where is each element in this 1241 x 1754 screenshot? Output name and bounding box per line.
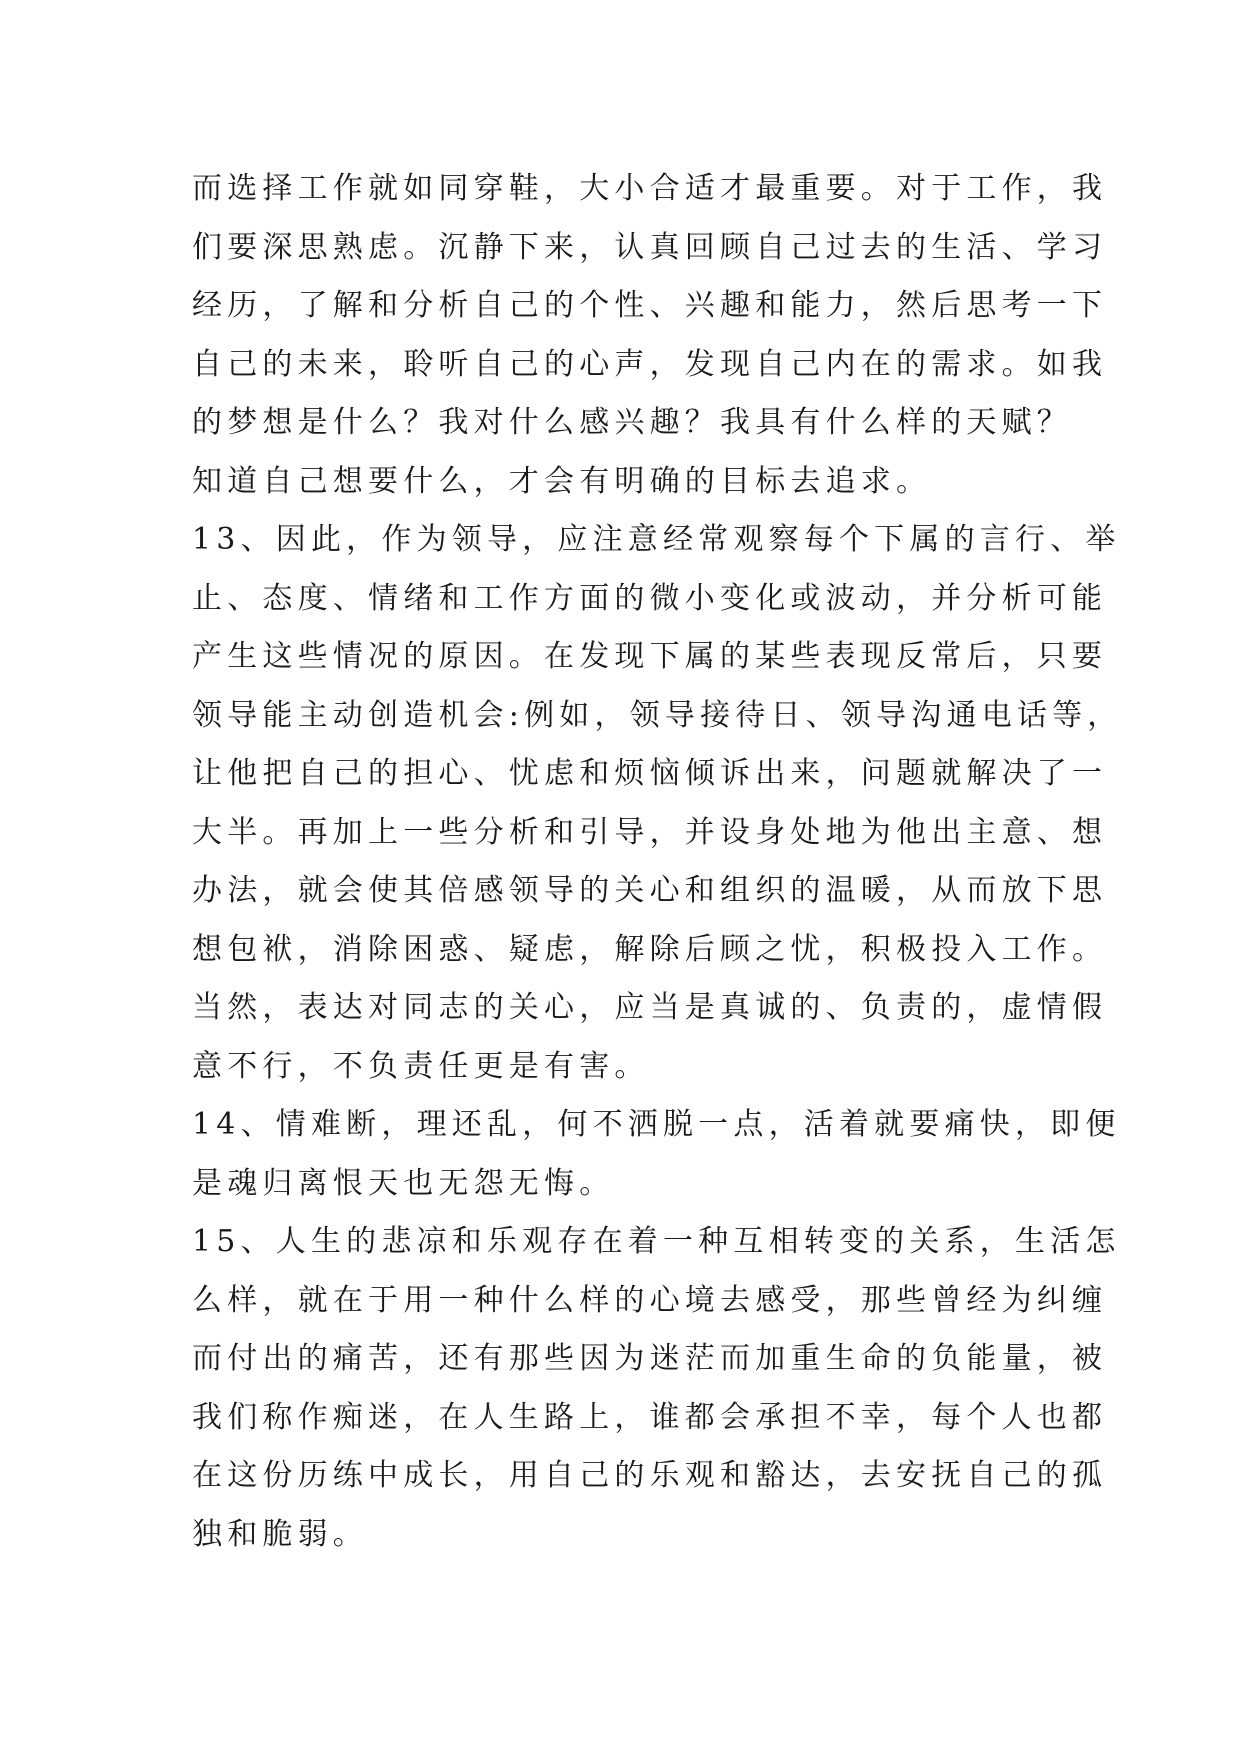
- text-line: 在这份历练中成长，用自己的乐观和豁达，去安抚自己的孤: [192, 1458, 1108, 1493]
- text-line: 们要深思熟虑。沉静下来，认真回顾自己过去的生活、学习: [192, 229, 1108, 265]
- text-line: 办法，就会使其倍感领导的关心和组织的温暖，从而放下思: [192, 873, 1108, 908]
- text-line: 想包袱，消除困惑、疑虑，解除后顾之忧，积极投入工作。: [192, 931, 1108, 967]
- paragraph-13: [192, 511, 1123, 1096]
- text-line: 是魂归离恨天也无怨无悔。: [192, 1165, 615, 1201]
- paragraph-14: [192, 1096, 1121, 1213]
- text-line: 大半。再加上一些分析和引导，并设身处地为他出主意、想: [192, 814, 1108, 850]
- text-line: 当然，表达对同志的关心，应当是真诚的、负责的，虚情假: [192, 990, 1108, 1025]
- paragraph-career-choice: [192, 160, 1108, 511]
- text-line: 独和脆弱。: [192, 1516, 368, 1552]
- text-line: 产生这些情况的原因。在发现下属的某些表现反常后，只要: [192, 639, 1108, 674]
- text-line: 14、情难断，理还乱，何不洒脱一点，活着就要痛快，即便: [192, 1107, 1121, 1142]
- text-line: 让他把自己的担心、忧虑和烦恼倾诉出来，问题就解决了一: [192, 756, 1108, 791]
- text-line: 意不行，不负责任更是有害。: [192, 1048, 650, 1084]
- text-line: 我们称作痴迷，在人生路上，谁都会承担不幸，每个人也都: [192, 1399, 1108, 1435]
- text-line: 自己的未来，聆听自己的心声，发现自己内在的需求。如我: [192, 346, 1108, 382]
- text-line: 止、态度、情绪和工作方面的微小变化或波动，并分析可能: [192, 580, 1108, 616]
- paragraph-15: [192, 1213, 1121, 1564]
- text-line: 而付出的痛苦，还有那些因为迷茫而加重生命的负能量，被: [192, 1341, 1108, 1376]
- text-line: 的梦想是什么？我对什么感兴趣？我具有什么样的天赋？: [192, 405, 1072, 440]
- text-line: 么样，就在于用一种什么样的心境去感受，那些曾经为纠缠: [192, 1282, 1108, 1318]
- text-line: 13、因此，作为领导，应注意经常观察每个下属的言行、举: [192, 522, 1121, 557]
- text-line: 而选择工作就如同穿鞋，大小合适才最重要。对于工作，我: [192, 171, 1108, 206]
- text-line: 15、人生的悲凉和乐观存在着一种互相转变的关系，生活怎: [192, 1224, 1121, 1259]
- text-line: 领导能主动创造机会:例如，领导接待日、领导沟通电话等，: [192, 697, 1123, 733]
- text-line: 知道自己想要什么，才会有明确的目标去追求。: [192, 463, 932, 499]
- text-line: 经历，了解和分析自己的个性、兴趣和能力，然后思考一下: [192, 288, 1108, 323]
- document-body: [192, 160, 1123, 1564]
